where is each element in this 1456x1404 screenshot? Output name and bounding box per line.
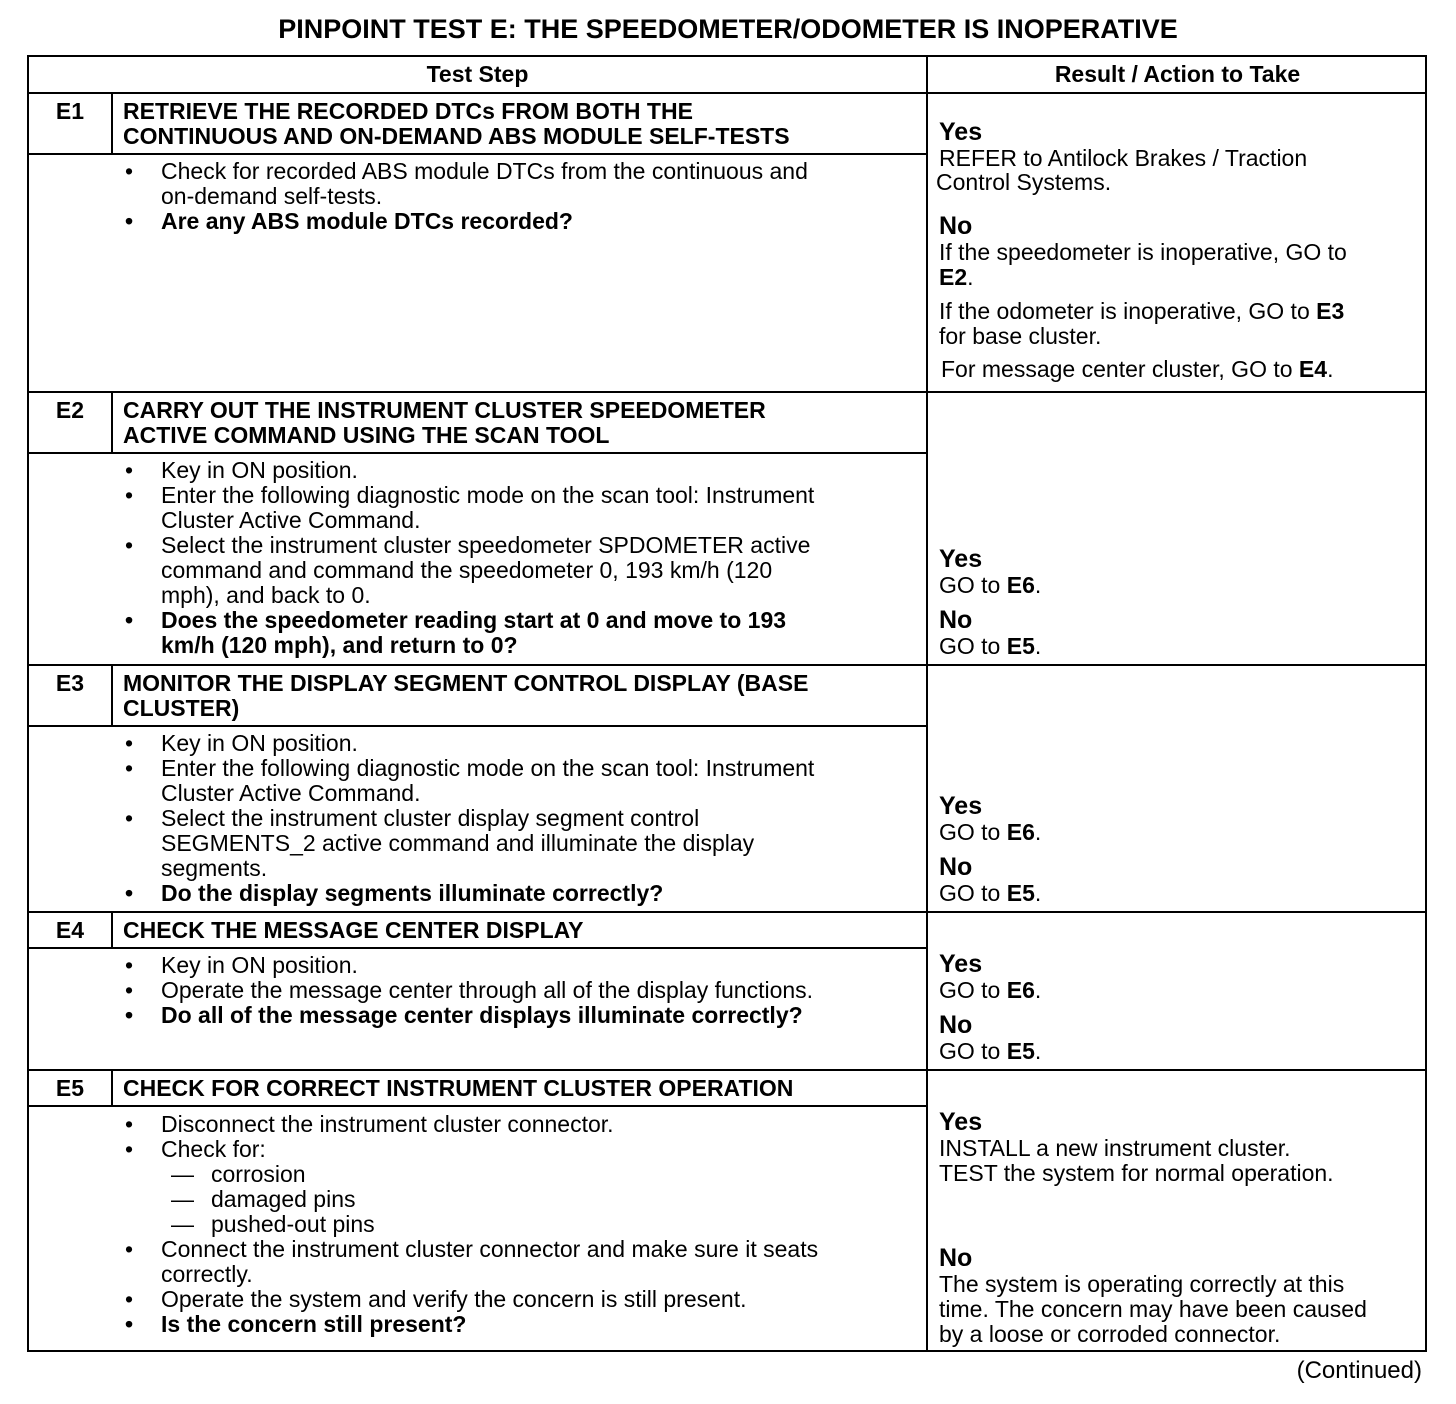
header-result: Result / Action to Take (1054, 61, 1301, 87)
list-item: — damaged pins (171, 1186, 356, 1212)
step-title-e4: CHECK THE MESSAGE CENTER DISPLAY (123, 917, 584, 943)
list-item: • Connect the instrument cluster connector and make sure it seats correctly. (125, 1236, 819, 1287)
step-id-e2: E2 (55, 397, 85, 423)
no-label: No (939, 1244, 973, 1272)
title-divider (29, 153, 926, 155)
list-item: • Disconnect the instrument cluster connector. (125, 1111, 614, 1137)
yes-label: Yes (939, 1108, 983, 1136)
no-label: No (939, 853, 973, 881)
page-title: PINPOINT TEST E: THE SPEEDOMETER/ODOMETER IS INOPERATIVE (278, 14, 1178, 44)
step-id-e3: E3 (55, 670, 85, 696)
step-title-e1: RETRIEVE THE RECORDED DTCs FROM BOTH THE CONTINUOUS AND ON-DEMAND ABS MODULE SELF-TESTS (123, 98, 790, 149)
list-item: • Do the display segments illuminate correctly? (125, 880, 664, 906)
list-item: • Select the instrument cluster display segment control SEGMENTS_2 active command and illuminate the display segments. (125, 805, 755, 881)
list-item: • Key in ON position. (125, 730, 358, 756)
id-divider (111, 913, 113, 948)
list-item: • Operate the message center through all of the display functions. (125, 977, 814, 1003)
row-divider (29, 911, 1427, 913)
no-label: No (939, 606, 973, 634)
step-items-e4 (123, 953, 913, 1028)
result-e4: Yes GO to E6. No GO to E5. (939, 951, 1419, 1064)
yes-label: Yes (939, 545, 983, 573)
title-divider (29, 725, 926, 727)
title-divider (29, 1105, 926, 1107)
result-e5: Yes INSTALL a new instrument cluster. TEST the system for normal operation. No The system is operating correctly at this time. The concern may have been caused by a loose or corroded connector. (939, 1109, 1419, 1347)
list-item: • Enter the following diagnostic mode on the scan tool: Instrument Cluster Active Command. (125, 755, 815, 806)
step-id-e5: E5 (55, 1075, 85, 1101)
list-item: • Key in ON position. (125, 457, 358, 483)
list-item: • Do all of the message center displays illuminate correctly? (125, 1002, 803, 1028)
step-title-e3: MONITOR THE DISPLAY SEGMENT CONTROL DISPLAY (BASE CLUSTER) (123, 670, 809, 721)
row-divider (29, 1069, 1427, 1071)
yes-label: Yes (939, 792, 983, 820)
id-divider (111, 94, 113, 154)
continued-note: (Continued) (1296, 1357, 1422, 1384)
list-item: — corrosion (171, 1161, 306, 1187)
result-e3: Yes GO to E6. No GO to E5. (939, 793, 1419, 906)
list-item: • Enter the following diagnostic mode on the scan tool: Instrument Cluster Active Command. (125, 482, 815, 533)
pinpoint-test-table (27, 55, 1427, 1352)
column-divider (926, 57, 928, 1352)
list-item: • Is the concern still present? (125, 1311, 467, 1337)
step-items-e2 (123, 458, 913, 658)
id-divider (111, 393, 113, 453)
yes-label: Yes (939, 118, 983, 146)
list-item: • Operate the system and verify the concern is still present. (125, 1286, 747, 1312)
step-title-e5: CHECK FOR CORRECT INSTRUMENT CLUSTER OPERATION (123, 1075, 794, 1101)
result-e2: Yes GO to E6. No GO to E5. (939, 546, 1419, 659)
step-items-e3 (123, 731, 913, 906)
no-label: No (939, 212, 973, 240)
step-id-e1: E1 (55, 98, 85, 124)
header-test-step: Test Step (426, 61, 529, 87)
list-item: • Select the instrument cluster speedometer SPDOMETER active command and command the speedometer 0, 193 km/h (120 mph), and back to 0. (125, 532, 811, 608)
row-divider (29, 664, 1427, 666)
row-divider (29, 391, 1427, 393)
id-divider (111, 1071, 113, 1106)
yes-label: Yes (939, 950, 983, 978)
list-item: • Check for: (125, 1136, 266, 1162)
no-label: No (939, 1011, 973, 1039)
header-divider (29, 92, 1427, 94)
title-divider (29, 452, 926, 454)
title-divider (29, 947, 926, 949)
list-item: — pushed-out pins (171, 1211, 375, 1237)
list-item: • Check for recorded ABS module DTCs from the continuous and on-demand self-tests. (125, 158, 808, 209)
list-item: • Key in ON position. (125, 952, 358, 978)
step-title-e2: CARRY OUT THE INSTRUMENT CLUSTER SPEEDOMETER ACTIVE COMMAND USING THE SCAN TOOL (123, 397, 766, 448)
list-item: • Are any ABS module DTCs recorded? (125, 208, 573, 234)
step-items-e5 (123, 1112, 913, 1337)
list-item: • Does the speedometer reading start at 0 and move to 193 km/h (120 mph), and return to 0? (125, 607, 787, 658)
step-items-e1 (123, 159, 913, 234)
step-id-e4: E4 (55, 917, 85, 943)
result-e1: Yes REFER to Antilock Brakes / Traction Control Systems. No If the speedometer is inoperative, GO to E2. If the odometer is inoperative, GO to E3 for base cluster. For message center cluster, GO to E4. (939, 119, 1419, 382)
id-divider (111, 666, 113, 726)
